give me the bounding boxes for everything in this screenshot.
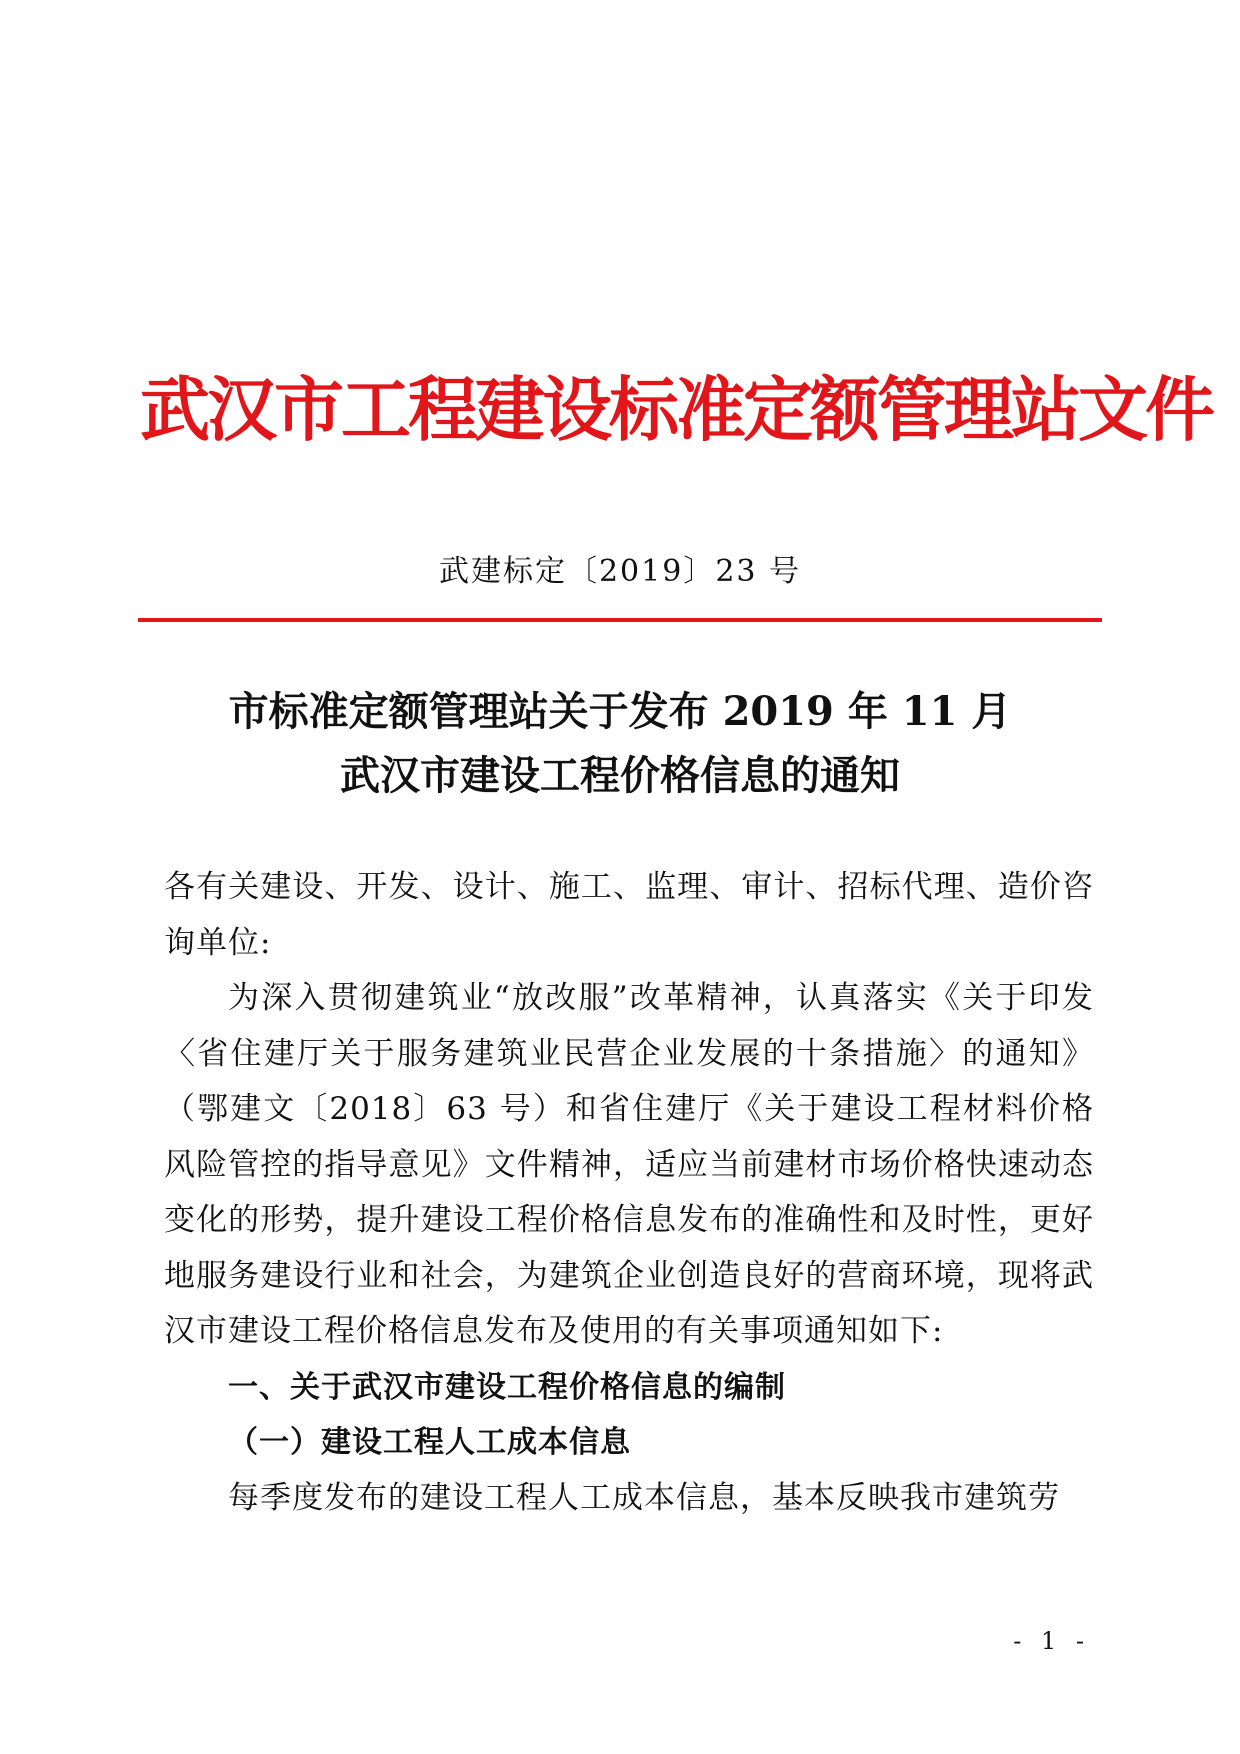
notice-title-line-1: 市标准定额管理站关于发布 2019 年 11 月 xyxy=(228,688,1012,735)
notice-title-line-2: 武汉市建设工程价格信息的通知 xyxy=(340,752,900,799)
page-number: - 1 - xyxy=(1013,1627,1090,1655)
document-body xyxy=(164,860,1094,1526)
masthead-title: 武汉市工程建设标准定额管理站文件 xyxy=(140,368,1212,451)
section-heading-1: 一、关于武汉市建设工程价格信息的编制 xyxy=(228,1369,786,1405)
document-number: 武建标定〔2019〕23 号 xyxy=(438,554,802,589)
subsection-heading-1: （一）建设工程人工成本信息 xyxy=(228,1425,631,1460)
red-divider-rule xyxy=(138,618,1102,622)
body-paragraph-1: 为深入贯彻建筑业“放改服”改革精神，认真落实《关于印发〈省住建厅关于服务建筑业民营企业发展的十条措施〉的通知》（鄂建文〔2018〕63 号）和省住建厅《关于建设工程材料价格风险管控的指导意见》文件精神，适应当前建材市场价格快速动态变化的形势，提升建设工程价格信息发布的准确性和及时性，更好地服务建设行业和社会，为建筑企业创造良好的营商环境，现将武汉市建设工程价格信息发布及使用的有关事项通知如下: xyxy=(164,980,1094,1349)
body-paragraph-2: 每季度发布的建设工程人工成本信息，基本反映我市建筑劳 xyxy=(228,1479,1060,1516)
notice-title xyxy=(0,680,1240,808)
salutation: 各有关建设、开发、设计、施工、监理、审计、招标代理、造价咨询单位: xyxy=(164,869,1094,961)
